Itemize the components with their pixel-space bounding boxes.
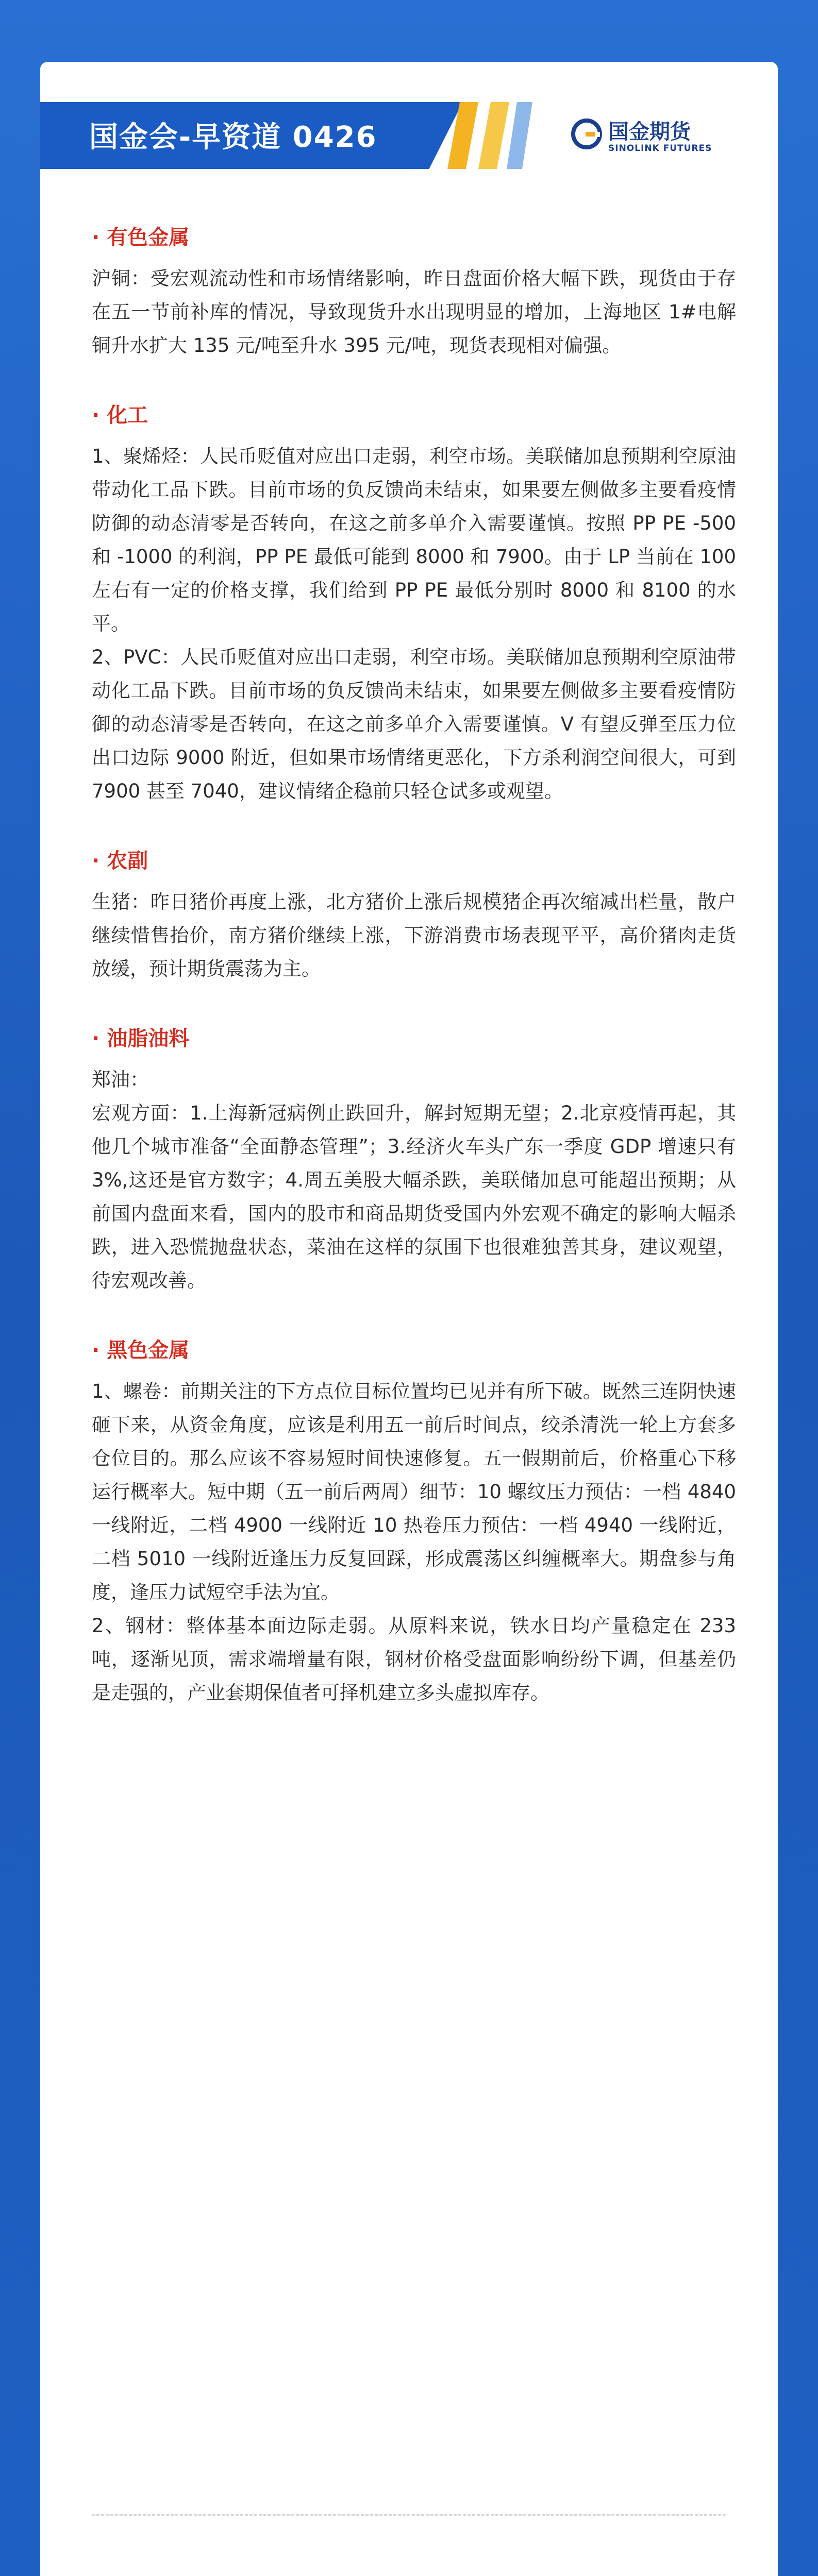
section-title: · 农副 xyxy=(92,849,148,873)
section-title: · 有色金属 xyxy=(92,226,190,249)
section-title: · 化工 xyxy=(92,403,148,427)
decor-stripe xyxy=(478,102,509,169)
section-paragraph: 生猪：昨日猪价再度上涨，北方猪价上涨后规模猪企再次缩减出栏量，散户继续惜售抬价，南方猪价继续上涨，下游消费市场表现平平，高价猪肉走货放缓，预计期货震荡为主。 xyxy=(92,891,736,980)
section-paragraph: 宏观方面：1.上海新冠病例止跌回升，解封短期无望；2.北京疫情再起，其他几个城市准备“全面静态管理”；3.经济火车头广东一季度 GDP 增速只有 3%,这还是官方数字；4.周五美股大幅杀跌，美联储加息可能超出预期；从前国内盘面来看，国内的股市和商品期货受国内外宏观不确定的影响大幅杀跌，进入恐慌抛盘状态，菜油在这样的氛围下也很难独善其身，建议观望，待宏观改善。 xyxy=(92,1102,736,1292)
report-content xyxy=(92,223,736,1748)
page-title: 国金会-早资道 0426 xyxy=(89,121,377,154)
brand-name: 国金期货 xyxy=(608,120,691,144)
report-card xyxy=(40,62,778,2576)
brand-english-name: SINOLINK FUTURES xyxy=(608,143,712,154)
header-banner xyxy=(40,102,778,169)
section-nonferrous xyxy=(92,223,736,362)
brand-logo xyxy=(561,107,736,164)
section-chemical xyxy=(92,400,736,808)
section-agriculture xyxy=(92,846,736,986)
section-title: · 黑色金属 xyxy=(92,1338,190,1362)
section-paragraph: 2、PVC：人民币贬值对应出口走弱，利空市场。美联储加息预期利空原油带动化工品下跌。目前市场的负反馈尚未结束，如果要左侧做多主要看疫情防御的动态清零是否转向，在这之前多单介入需要谨慎。V 有望反弹至压力位出口边际 9000 附近，但如果市场情绪更恶化，下方杀利润空间很大，可到 7900 甚至 7040，建议情绪企稳前只轻仓试多或观望。 xyxy=(92,646,736,802)
decor-stripe xyxy=(507,102,532,169)
section-paragraph: 沪铜：受宏观流动性和市场情绪影响，昨日盘面价格大幅下跌，现货由于存在五一节前补库的情况，导致现货升水出现明显的增加，上海地区 1#电解铜升水扩大 135 元/吨至升水 395 元/吨，现货表现相对偏强。 xyxy=(92,267,736,357)
section-paragraph: 2、钢材：整体基本面边际走弱。从原料来说，铁水日均产量稳定在 233 吨，逐渐见顶，需求端增量有限，钢材价格受盘面影响纷纷下调，但基差仍是走强的，产业套期保值者可择机建立多头虚拟库存。 xyxy=(92,1615,736,1704)
section-title: · 油脂油料 xyxy=(92,1027,190,1050)
sinolink-logo-icon xyxy=(571,118,602,149)
divider xyxy=(92,2514,726,2516)
section-paragraph: 郑油： xyxy=(92,1069,149,1091)
section-paragraph: 1、聚烯烃：人民币贬值对应出口走弱，利空市场。美联储加息预期利空原油带动化工品下跌。目前市场的负反馈尚未结束，如果要左侧做多主要看疫情防御的动态清零是否转向，在这之前多单介入需要谨慎。按照 PP PE -500 和 -1000 的利润，PP PE 最低可能到 8000 和 7900。由于 LP 当前在 100 左右有一定的价格支撑，我们给到 PP PE 最低分别时 8000 和 8100 的水平。 xyxy=(92,445,736,635)
section-ferrous xyxy=(92,1335,736,1709)
section-oils xyxy=(92,1024,736,1297)
section-paragraph: 1、螺卷：前期关注的下方点位目标位置均已见并有所下破。既然三连阴快速砸下来，从资金角度，应该是利用五一前后时间点，绞杀清洗一轮上方套多仓位目的。那么应该不容易短时间快速修复。五一假期前后，价格重心下移运行概率大。短中期（五一前后两周）细节：10 螺纹压力预估：一档 4840 一线附近，二档 4900 一线附近 10 热卷压力预估：一档 4940 一线附近，二档 5010 一线附近逢压力反复回踩，形成震荡区纠缠概率大。期盘参与角度，逢压力试短空手法为宜。 xyxy=(92,1380,736,1603)
